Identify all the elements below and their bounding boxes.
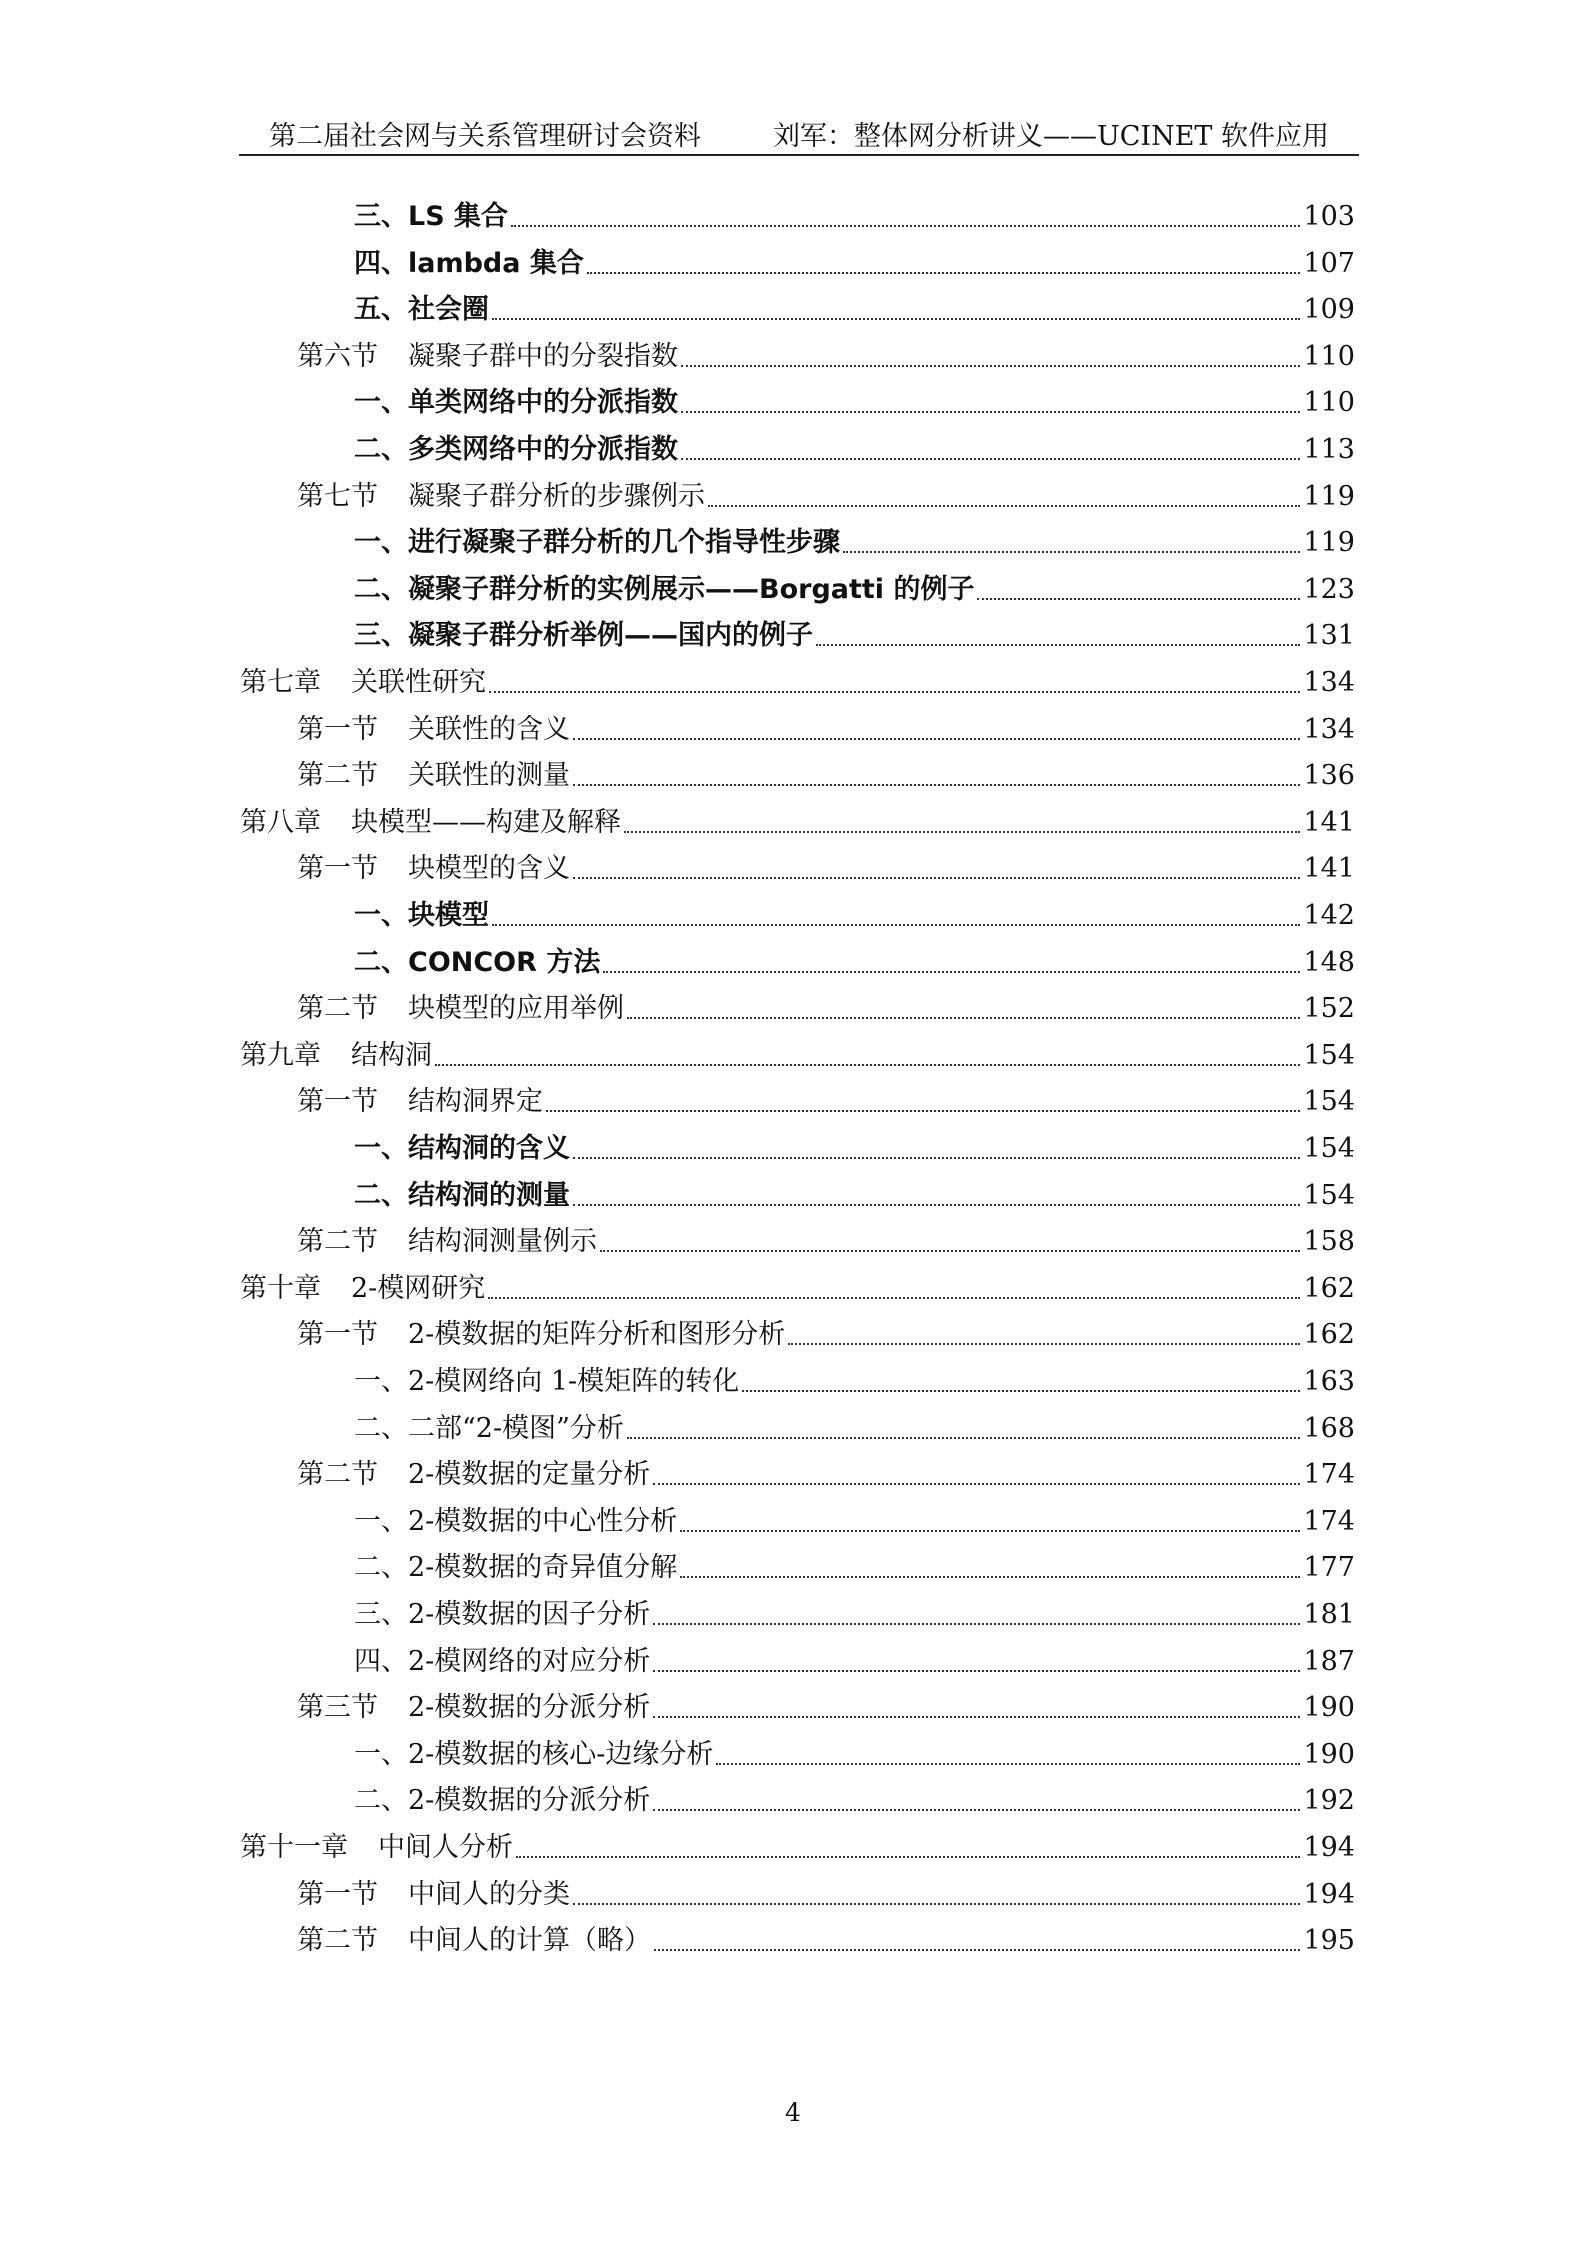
toc-entry-title — [297, 1875, 570, 1915]
toc-entry-page: 154 — [1303, 1086, 1355, 1118]
toc-entry-page: 192 — [1303, 1785, 1355, 1817]
toc-entry-page: 163 — [1303, 1366, 1355, 1397]
toc-entry-title — [354, 244, 584, 284]
toc-entry-title — [354, 1409, 624, 1449]
toc-entry-number: 第二节 — [297, 993, 378, 1025]
page-number: 4 — [785, 2098, 801, 2127]
toc-entry-number: 第七节 — [297, 480, 378, 512]
toc-entry-page: 123 — [1303, 573, 1355, 605]
toc-entry-title — [354, 1502, 677, 1542]
toc-entry — [297, 1082, 1355, 1122]
dot-leader — [680, 1530, 1300, 1532]
toc-entry-number: 第九章 — [240, 1039, 321, 1071]
toc-entry-title — [354, 1735, 713, 1775]
toc-entry-title — [354, 197, 508, 237]
toc-entry-text: 二、凝聚子群分析的实例展示——Borgatti 的例子 — [354, 573, 975, 605]
toc-entry-text: 凝聚子群中的分裂指数 — [408, 340, 678, 372]
toc-entry-title — [240, 1269, 485, 1309]
toc-entry-page: 152 — [1303, 993, 1355, 1025]
toc-entry-title — [297, 849, 570, 889]
toc-entry — [297, 477, 1355, 517]
toc-entry-page: 134 — [1303, 713, 1355, 745]
toc-entry — [354, 430, 1355, 470]
toc-entry-title — [354, 383, 678, 423]
toc-entry — [240, 803, 1355, 843]
dot-leader — [573, 1204, 1300, 1206]
toc-entry-page: 141 — [1303, 853, 1355, 885]
toc-entry-page: 190 — [1303, 1738, 1355, 1770]
toc-entry-page: 119 — [1303, 527, 1355, 559]
toc-entry-title — [297, 1688, 650, 1728]
toc-entry-page: 119 — [1303, 480, 1355, 512]
toc-entry-page: 177 — [1303, 1552, 1355, 1584]
toc-entry-page: 194 — [1303, 1878, 1355, 1910]
header-conference-title: 第二届社会网与关系管理研讨会资料 — [269, 121, 701, 152]
dot-leader — [653, 1809, 1300, 1811]
toc-entry-page: 103 — [1303, 201, 1355, 232]
dot-leader — [716, 1763, 1300, 1765]
toc-entry — [354, 1409, 1355, 1449]
toc-entry — [297, 1875, 1355, 1915]
toc-entry-text: 2-模数据的定量分析 — [408, 1459, 651, 1491]
toc-entry — [240, 1828, 1355, 1868]
dot-leader — [653, 1483, 1300, 1485]
toc-entry-number: 第二节 — [297, 1459, 378, 1491]
toc-entry-text: 三、2-模数据的因子分析 — [354, 1599, 651, 1630]
toc-entry-text: 四、2-模网络的对应分析 — [354, 1645, 651, 1677]
toc-entry-number: 第八章 — [240, 806, 321, 838]
dot-leader — [708, 505, 1300, 507]
toc-entry-page: 190 — [1303, 1692, 1355, 1724]
toc-entry — [354, 616, 1355, 656]
toc-entry — [354, 1642, 1355, 1682]
toc-entry — [354, 1595, 1355, 1635]
header-lecture-title: 刘军：整体网分析讲义——UCINET 软件应用 — [772, 121, 1329, 152]
toc-entry-number: 第二节 — [297, 1226, 378, 1258]
toc-entry-title — [354, 943, 600, 983]
toc-entry-title — [297, 337, 678, 377]
toc-entry-text: 一、进行凝聚子群分析的几个指导性步骤 — [354, 527, 840, 559]
toc-entry — [297, 1222, 1355, 1262]
dot-leader — [546, 1110, 1300, 1112]
toc-entry-page: 194 — [1303, 1832, 1355, 1863]
dot-leader — [488, 1297, 1300, 1299]
dot-leader — [653, 1716, 1300, 1718]
toc-entry-text: 三、凝聚子群分析举例——国内的例子 — [354, 620, 813, 652]
dot-leader — [603, 971, 1300, 973]
dot-leader — [680, 1576, 1300, 1578]
toc-entry-number: 第二节 — [297, 1925, 378, 1957]
toc-entry-text: 一、结构洞的含义 — [354, 1133, 570, 1164]
toc-entry-title — [354, 430, 678, 470]
dot-leader — [653, 1670, 1300, 1672]
toc-entry — [354, 943, 1355, 983]
toc-entry-text: 块模型的应用举例 — [408, 993, 624, 1025]
toc-entry-page: 110 — [1303, 387, 1355, 419]
dot-leader — [627, 1437, 1301, 1439]
toc-entry — [354, 197, 1355, 237]
toc-entry — [354, 1129, 1355, 1169]
toc-entry-text: 2-模网研究 — [351, 1272, 486, 1304]
toc-entry — [240, 663, 1355, 703]
toc-entry-text: 一、2-模数据的中心性分析 — [354, 1505, 678, 1537]
toc-entry-text: 结构洞 — [351, 1039, 432, 1071]
toc-entry-text: 关联性的含义 — [408, 713, 570, 745]
toc-entry-text: 中间人的分类 — [408, 1878, 570, 1910]
dot-leader — [573, 877, 1300, 879]
toc-entry-title — [354, 523, 840, 563]
toc-entry-page: 134 — [1303, 667, 1355, 698]
toc-entry — [297, 710, 1355, 750]
dot-leader — [573, 784, 1300, 786]
toc-entry-text: 四、lambda 集合 — [354, 247, 584, 279]
toc-entry-text: 凝聚子群分析的步骤例示 — [408, 480, 705, 512]
toc-entry — [240, 1036, 1355, 1076]
toc-entry-page: 195 — [1303, 1925, 1355, 1957]
toc-entry-page: 154 — [1303, 1039, 1355, 1071]
dot-leader — [573, 1157, 1300, 1159]
dot-leader — [742, 1390, 1300, 1392]
toc-entry-title — [354, 1595, 650, 1635]
toc-entry-page: 154 — [1303, 1133, 1355, 1164]
toc-entry-text: 二、结构洞的测量 — [354, 1179, 570, 1211]
toc-entry-text: 关联性的测量 — [408, 760, 570, 792]
toc-entry-text: 中间人的计算（略） — [408, 1925, 651, 1957]
toc-entry — [297, 1315, 1355, 1355]
toc-entry-page: 154 — [1303, 1179, 1355, 1211]
toc-entry — [297, 1688, 1355, 1728]
toc-entry-page: 107 — [1303, 247, 1355, 279]
toc-entry-text: 中间人分析 — [378, 1832, 513, 1863]
toc-entry-page: 158 — [1303, 1226, 1355, 1258]
dot-leader — [587, 272, 1301, 274]
toc-entry-page: 162 — [1303, 1319, 1355, 1351]
toc-entry-title — [354, 1781, 650, 1821]
toc-entry-title — [297, 1315, 785, 1355]
toc-entry-page: 187 — [1303, 1645, 1355, 1677]
toc-entry-text: 一、块模型 — [354, 900, 489, 931]
dot-leader — [492, 924, 1300, 926]
dot-leader — [654, 1949, 1300, 1951]
toc-entry-text: 块模型的含义 — [408, 853, 570, 885]
toc-entry-title — [354, 1176, 570, 1216]
toc-entry-page: 148 — [1303, 946, 1355, 978]
dot-leader — [492, 318, 1300, 320]
toc-entry-text: 关联性研究 — [351, 667, 486, 698]
dot-leader — [435, 1064, 1300, 1066]
dot-leader — [681, 411, 1300, 413]
dot-leader — [516, 1856, 1300, 1858]
toc-entry — [240, 1269, 1355, 1309]
dot-leader — [511, 225, 1300, 227]
toc-entry-number: 第一节 — [297, 1319, 378, 1351]
dot-leader — [843, 551, 1300, 553]
toc-entry-text: 2-模数据的分派分析 — [408, 1692, 651, 1724]
toc-entry-number: 第一节 — [297, 853, 378, 885]
toc-entry — [354, 523, 1355, 563]
toc-entry — [354, 1176, 1355, 1216]
toc-entry-number: 第一节 — [297, 1086, 378, 1118]
toc-entry-number: 第一节 — [297, 1878, 378, 1910]
dot-leader — [600, 1250, 1300, 1252]
toc-entry-number: 第三节 — [297, 1692, 378, 1724]
toc-entry-page: 162 — [1303, 1272, 1355, 1304]
toc-entry — [354, 1502, 1355, 1542]
toc-entry-title — [297, 1455, 650, 1495]
toc-entry-title — [354, 1548, 677, 1588]
dot-leader — [816, 644, 1300, 646]
toc-entry-title — [297, 1222, 597, 1262]
toc-entry-title — [354, 896, 489, 936]
toc-entry-page: 109 — [1303, 294, 1355, 326]
toc-entry-page: 131 — [1303, 620, 1355, 652]
toc-entry-title — [354, 616, 813, 656]
toc-entry-number: 第七章 — [240, 667, 321, 698]
toc-entry-title — [240, 1036, 432, 1076]
toc-entry-title — [354, 1642, 650, 1682]
dot-leader — [573, 738, 1300, 740]
toc-entry-text: 二、CONCOR 方法 — [354, 946, 601, 978]
toc-entry — [354, 1781, 1355, 1821]
toc-entry-number: 第六节 — [297, 340, 378, 372]
toc-entry-title — [354, 290, 489, 330]
toc-entry-text: 二、二部“2-模图”分析 — [354, 1412, 624, 1444]
toc-entry-title — [297, 989, 624, 1029]
toc-entry — [297, 849, 1355, 889]
toc-entry-page: 141 — [1303, 806, 1355, 838]
toc-entry-page: 142 — [1303, 900, 1355, 931]
toc-entry-text: 结构洞测量例示 — [408, 1226, 597, 1258]
toc-entry — [297, 1921, 1355, 1961]
toc-entry-number: 第一节 — [297, 713, 378, 745]
toc-entry-page: 168 — [1303, 1412, 1355, 1444]
toc-entry — [354, 1735, 1355, 1775]
toc-entry-number: 第二节 — [297, 760, 378, 792]
toc-entry-text: 一、2-模网络向 1-模矩阵的转化 — [354, 1366, 740, 1397]
toc-entry-number: 第十章 — [240, 1272, 321, 1304]
toc-entry-title — [240, 663, 486, 703]
toc-entry — [354, 1362, 1355, 1402]
toc-entry — [297, 337, 1355, 377]
dot-leader — [653, 1623, 1300, 1625]
toc-entry-title — [297, 1921, 651, 1961]
page-header — [239, 110, 1359, 156]
toc-entry-text: 一、单类网络中的分派指数 — [354, 387, 678, 419]
toc-entry-text: 一、2-模数据的核心-边缘分析 — [354, 1738, 714, 1770]
toc-entry — [354, 290, 1355, 330]
dot-leader — [624, 831, 1300, 833]
toc-entry-text: 2-模数据的矩阵分析和图形分析 — [408, 1319, 786, 1351]
toc-entry-text: 二、多类网络中的分派指数 — [354, 434, 678, 465]
dot-leader — [681, 458, 1300, 460]
toc-entry-text: 块模型——构建及解释 — [351, 806, 621, 838]
toc-entry-title — [240, 803, 621, 843]
toc-entry-text: 二、2-模数据的奇异值分解 — [354, 1552, 678, 1584]
toc-entry-text: 五、社会圈 — [354, 294, 489, 326]
toc-entry-text: 三、LS 集合 — [354, 201, 509, 232]
toc-entry-number: 第十一章 — [240, 1832, 348, 1863]
toc-entry — [354, 896, 1355, 936]
toc-entry — [354, 570, 1355, 610]
toc-entry-page: 136 — [1303, 760, 1355, 792]
toc-entry-page: 181 — [1303, 1599, 1355, 1630]
toc-entry-page: 174 — [1303, 1459, 1355, 1491]
toc-entry-page: 174 — [1303, 1505, 1355, 1537]
toc-entry-title — [297, 710, 570, 750]
toc-entry — [354, 383, 1355, 423]
toc-entry — [297, 1455, 1355, 1495]
dot-leader — [788, 1343, 1300, 1345]
toc-entry-title — [297, 1082, 543, 1122]
dot-leader — [573, 1903, 1300, 1905]
toc-entry — [297, 756, 1355, 796]
toc-entry-title — [297, 756, 570, 796]
toc-entry-text: 结构洞界定 — [408, 1086, 543, 1118]
dot-leader — [977, 598, 1300, 600]
toc-entry — [354, 244, 1355, 284]
toc-entry-text: 二、2-模数据的分派分析 — [354, 1785, 651, 1817]
toc-entry — [354, 1548, 1355, 1588]
toc-entry-page: 113 — [1303, 434, 1355, 465]
dot-leader — [627, 1017, 1300, 1019]
toc-entry-title — [354, 570, 974, 610]
dot-leader — [681, 365, 1300, 367]
toc-entry — [297, 989, 1355, 1029]
toc-entry-title — [354, 1362, 739, 1402]
toc-entry-title — [240, 1828, 513, 1868]
dot-leader — [489, 691, 1300, 693]
toc-entry-title — [297, 477, 705, 517]
toc-entry-page: 110 — [1303, 340, 1355, 372]
toc-entry-title — [354, 1129, 570, 1169]
